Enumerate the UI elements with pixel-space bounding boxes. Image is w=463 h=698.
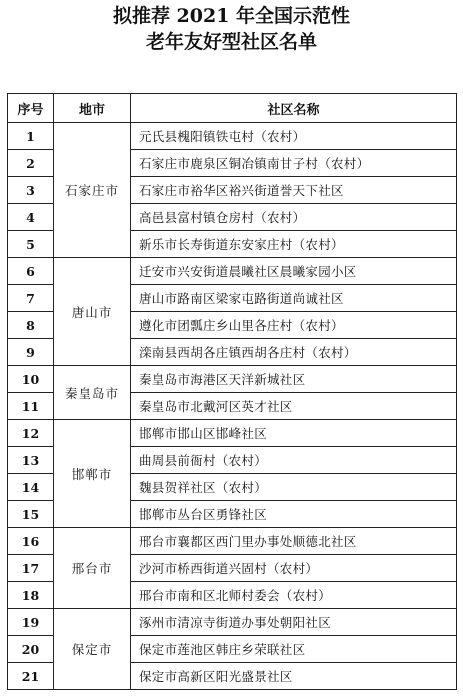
serial-number-cell: 10: [8, 366, 54, 393]
community-name-cell: 邯郸市丛台区勇锋社区: [131, 501, 457, 528]
community-name-cell: 石家庄市裕华区裕兴街道誉天下社区: [131, 177, 457, 204]
city-cell: 秦皇岛市: [54, 366, 131, 420]
serial-number-cell: 17: [8, 555, 54, 582]
serial-number-cell: 13: [8, 447, 54, 474]
table-row: [8, 123, 457, 150]
table-row: [8, 258, 457, 285]
header-community-name: 社区名称: [131, 94, 457, 123]
header-serial-number: 序号: [8, 94, 54, 123]
table-row: [8, 366, 457, 393]
serial-number-cell: 7: [8, 285, 54, 312]
serial-number-cell: 1: [8, 123, 54, 150]
serial-number-cell: 4: [8, 204, 54, 231]
community-name-cell: 唐山市路南区梁家屯路街道尚诚社区: [131, 285, 457, 312]
serial-number-cell: 6: [8, 258, 54, 285]
community-name-cell: 邯郸市邯山区邯峰社区: [131, 420, 457, 447]
document-title-line-2: 老年友好型社区名单: [145, 31, 317, 53]
community-name-cell: 保定市莲池区韩庄乡荣联社区: [131, 636, 457, 663]
community-name-cell: 沙河市桥西街道兴固村（农村）: [131, 555, 457, 582]
serial-number-cell: 12: [8, 420, 54, 447]
community-name-cell: 邢台市南和区北师村委会（农村）: [131, 582, 457, 609]
community-name-cell: 元氏县槐阳镇铁屯村（农村）: [131, 123, 457, 150]
city-cell: 保定市: [54, 609, 131, 690]
community-name-cell: 迁安市兴安街道晨曦社区晨曦家园小区: [131, 258, 457, 285]
table-body: [8, 123, 457, 690]
document-title-line-1: 拟推荐 2021 年全国示范性: [112, 5, 351, 27]
community-name-cell: 遵化市团瓢庄乡山里各庄村（农村）: [131, 312, 457, 339]
serial-number-cell: 15: [8, 501, 54, 528]
serial-number-cell: 14: [8, 474, 54, 501]
table-row: [8, 420, 457, 447]
serial-number-cell: 9: [8, 339, 54, 366]
serial-number-cell: 19: [8, 609, 54, 636]
community-name-cell: 保定市高新区阳光盛景社区: [131, 663, 457, 690]
city-cell: 邯郸市: [54, 420, 131, 528]
community-name-cell: 石家庄市鹿泉区铜冶镇南甘子村（农村）: [131, 150, 457, 177]
community-name-cell: 滦南县西胡各庄镇西胡各庄村（农村）: [131, 339, 457, 366]
community-name-cell: 涿州市清凉寺街道办事处朝阳社区: [131, 609, 457, 636]
serial-number-cell: 11: [8, 393, 54, 420]
community-name-cell: 秦皇岛市北戴河区英才社区: [131, 393, 457, 420]
community-name-cell: 邢台市襄都区西门里办事处顺德北社区: [131, 528, 457, 555]
community-name-cell: 魏县贺祥社区（农村）: [131, 474, 457, 501]
header-city: 地市: [54, 94, 131, 123]
table-header-row: [8, 94, 457, 123]
serial-number-cell: 20: [8, 636, 54, 663]
community-name-cell: 新乐市长寿街道东安家庄村（农村）: [131, 231, 457, 258]
serial-number-cell: 5: [8, 231, 54, 258]
city-cell: 石家庄市: [54, 123, 131, 258]
serial-number-cell: 16: [8, 528, 54, 555]
community-list-table: [7, 93, 457, 690]
serial-number-cell: 8: [8, 312, 54, 339]
table-row: [8, 609, 457, 636]
city-cell: 唐山市: [54, 258, 131, 366]
serial-number-cell: 2: [8, 150, 54, 177]
community-name-cell: 秦皇岛市海港区天洋新城社区: [131, 366, 457, 393]
serial-number-cell: 21: [8, 663, 54, 690]
serial-number-cell: 18: [8, 582, 54, 609]
city-cell: 邢台市: [54, 528, 131, 609]
community-name-cell: 曲周县前衙村（农村）: [131, 447, 457, 474]
table-row: [8, 528, 457, 555]
community-name-cell: 高邑县富村镇仓房村（农村）: [131, 204, 457, 231]
serial-number-cell: 3: [8, 177, 54, 204]
